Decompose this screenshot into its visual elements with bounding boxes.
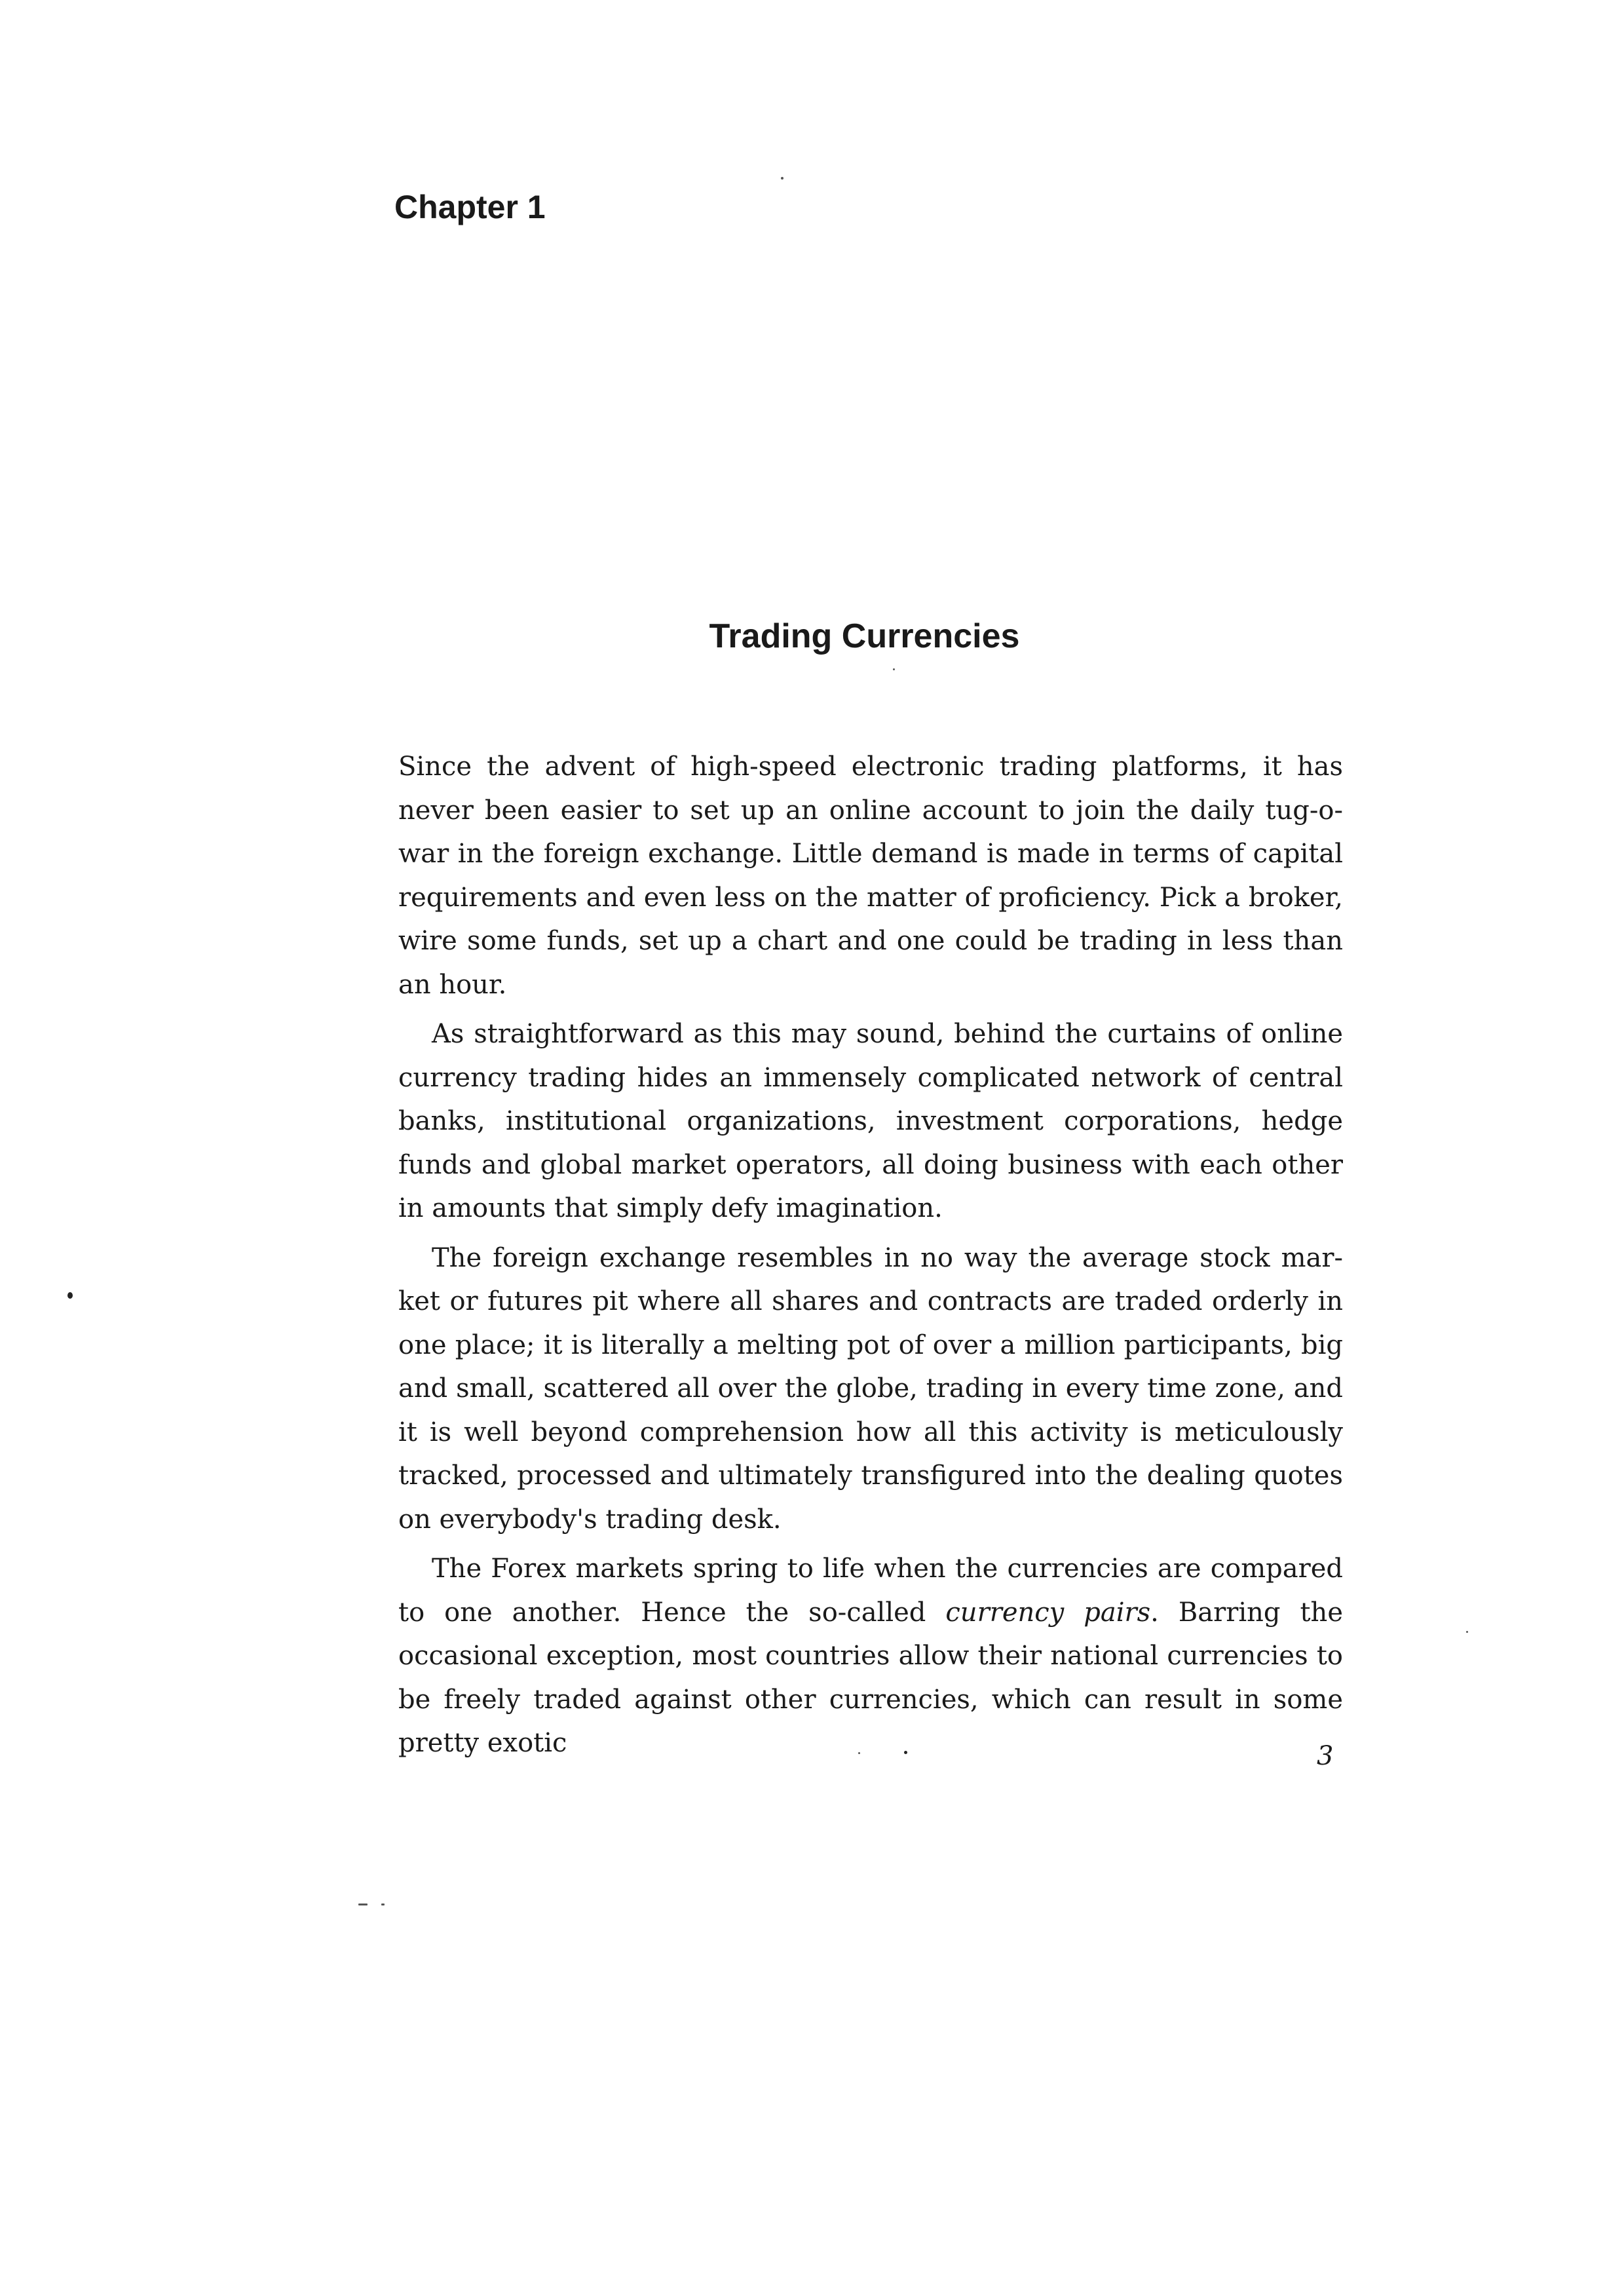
- scan-speck: [67, 1292, 73, 1299]
- paragraph-4-text-start: The Forex markets spring to life when the currencies are compared to one another. Hence the so-called: [398, 1554, 1343, 1628]
- scan-speck: [781, 177, 784, 180]
- paragraph-2: As straightforward as this may sound, behind the curtains of online currency trading hides an immensely complicated network of central banks, institutional organizations, investment corporations, hedge funds and global market operators, all doing business with each other in amounts that simply defy imagination.: [398, 1019, 1343, 1223]
- paragraph-4-text-end: . Barring the occasional exception, most countries allow their national currencies to be freely traded against other currencies, which can result in some pretty exotic: [398, 1597, 1343, 1758]
- scan-speck: [858, 1752, 860, 1754]
- page-number: 3: [1317, 1741, 1334, 1771]
- chapter-title: Trading Currencies: [709, 617, 1020, 655]
- paragraph-4: [398, 1547, 1343, 1765]
- scan-speck: [893, 668, 895, 670]
- emphasis-currency-pairs: currency pairs: [945, 1597, 1151, 1628]
- scan-speck: [381, 1904, 385, 1905]
- scan-speck: [358, 1904, 368, 1905]
- scan-speck: [904, 1751, 907, 1754]
- scan-speck: [1466, 1631, 1468, 1633]
- body-text: [398, 745, 1343, 1771]
- paragraph-3: The foreign exchange resembles in no way the average stock market or futures pit where all shares and contracts are traded orderly in one place; it is literally a melting pot of over a million participants, big and small, scattered all over the globe, trading in every time zone, and it is well beyond comprehension how all this activity is meticulously tracked, processed and ultimately transfigured into the dealing quotes on everybody's trading desk.: [398, 1242, 1343, 1535]
- paragraph-1: Since the advent of high-speed electronic trading platforms, it has never been easier to set up an online account to join the daily tug-o-war in the foreign exchange. Little demand is made in terms of capital requirements and even less on the matter of proficiency. Pick a broker, wire some funds, set up a chart and one could be trading in less than an hour.: [398, 752, 1343, 1000]
- chapter-label: Chapter 1: [394, 189, 546, 225]
